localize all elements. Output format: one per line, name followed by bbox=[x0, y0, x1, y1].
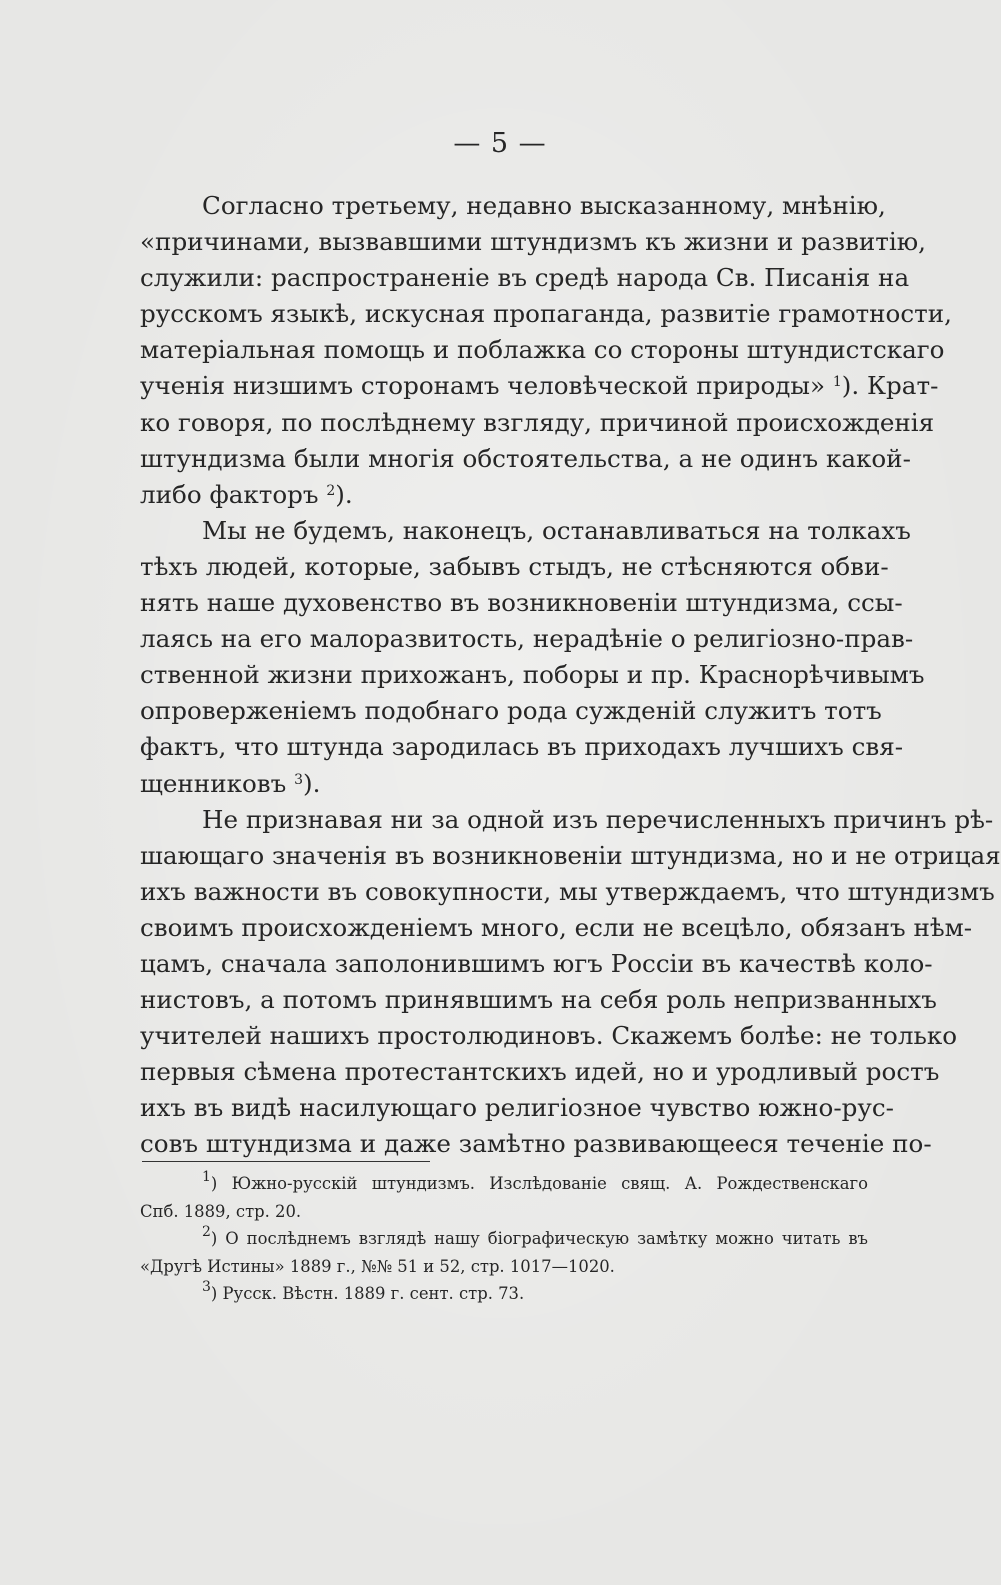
text-line: ственной жизни прихожанъ, поборы и пр. Краснорѣчивымъ bbox=[140, 660, 925, 690]
text-line: ученія низшимъ сторонамъ человѣческой природы» $^1$). Крат- bbox=[140, 371, 939, 401]
text-line: штундизма были многія обстоятельства, а не одинъ какой- bbox=[140, 443, 911, 473]
paragraph-1 bbox=[140, 188, 952, 513]
footnote-1: $^1$) Южно-русскій штундизмъ. Изслѣдованіе свящ. А. Рождественскаго bbox=[202, 1169, 868, 1193]
paragraph-3 bbox=[140, 802, 1001, 1163]
text-line: либо факторъ $^2$). bbox=[140, 479, 353, 509]
text-line: нять наше духовенство въ возникновеніи штундизма, ссы- bbox=[140, 588, 903, 618]
paragraph-2 bbox=[140, 513, 925, 802]
text-line: ко говоря, по послѣднему взгляду, причиной происхожденія bbox=[140, 407, 935, 437]
body-text bbox=[140, 188, 1001, 1163]
text-line: лаясь на его малоразвитость, нерадѣніе о религіозно-прав- bbox=[140, 624, 914, 654]
footnote-ref-3: 3 bbox=[294, 771, 304, 788]
text-line: тѣхъ людей, которые, забывъ стыдъ, не стѣсняются обви- bbox=[140, 551, 889, 581]
footnote-3: $^3$) Русск. Вѣстн. 1889 г. сент. стр. 73. bbox=[202, 1279, 525, 1303]
text-line: ихъ въ видѣ насилующаго религіозное чувство южно-рус- bbox=[140, 1093, 894, 1123]
text-line: нистовъ, а потомъ принявшимъ на себя роль непризванныхъ bbox=[140, 985, 937, 1015]
text-line: ихъ важности въ совокупности, мы утверждаемъ, что штундизмъ bbox=[140, 876, 995, 906]
text-line: первыя сѣмена протестантскихъ идей, но и уродливый ростъ bbox=[140, 1057, 940, 1087]
footnote-ref-2: 2 bbox=[326, 482, 336, 499]
footnote-1-cont: Спб. 1889, стр. 20. bbox=[140, 1201, 302, 1221]
text-line: щенниковъ $^3$). bbox=[140, 768, 321, 798]
text-line: матеріальная помощь и поблажка со стороны штундистскаго bbox=[140, 335, 945, 365]
text-line: служили: распространеніе въ средѣ народа Св. Писанія на bbox=[140, 263, 910, 293]
text-line: «причинами, вызвавшими штундизмъ къ жизни и развитію, bbox=[140, 227, 926, 257]
footnote-2-cont: «Другѣ Истины» 1889 г., №№ 51 и 52, стр. 1017—1020. bbox=[140, 1256, 615, 1276]
text-line: фактъ, что штунда зародилась въ приходахъ лучшихъ свя- bbox=[140, 732, 904, 762]
text-line: опроверженіемъ подобнаго рода сужденій служитъ тотъ bbox=[140, 696, 882, 726]
text-line: Мы не будемъ, наконецъ, останавливаться на толкахъ bbox=[202, 515, 911, 545]
text-line: своимъ происхожденіемъ много, если не всецѣло, обязанъ нѣм- bbox=[140, 912, 973, 942]
footnote-divider bbox=[142, 1161, 430, 1162]
footnotes bbox=[140, 1170, 868, 1308]
text-line: цамъ, сначала заполонившимъ югъ Россіи въ качествѣ коло- bbox=[140, 948, 933, 978]
text-line: совъ штундизма и даже замѣтно развивающееся теченіе по- bbox=[140, 1129, 932, 1159]
text-line: шающаго значенія въ возникновеніи штундизма, но и не отрицая bbox=[140, 840, 1001, 870]
text-line: учителей нашихъ простолюдиновъ. Скажемъ болѣе: не только bbox=[140, 1021, 958, 1051]
text-line: Не признавая ни за одной изъ перечисленныхъ причинъ рѣ- bbox=[202, 804, 994, 834]
footnote-2: $^2$) О послѣднемъ взглядѣ нашу біографическую замѣтку можно читать въ bbox=[202, 1224, 868, 1248]
text-line: Согласно третьему, недавно высказанному, мнѣнію, bbox=[202, 191, 886, 220]
page-number: — 5 — bbox=[453, 128, 547, 159]
text-line: русскомъ языкѣ, искусная пропаганда, развитіе грамотности, bbox=[140, 299, 952, 329]
footnote-ref-1: 1 bbox=[832, 374, 842, 391]
